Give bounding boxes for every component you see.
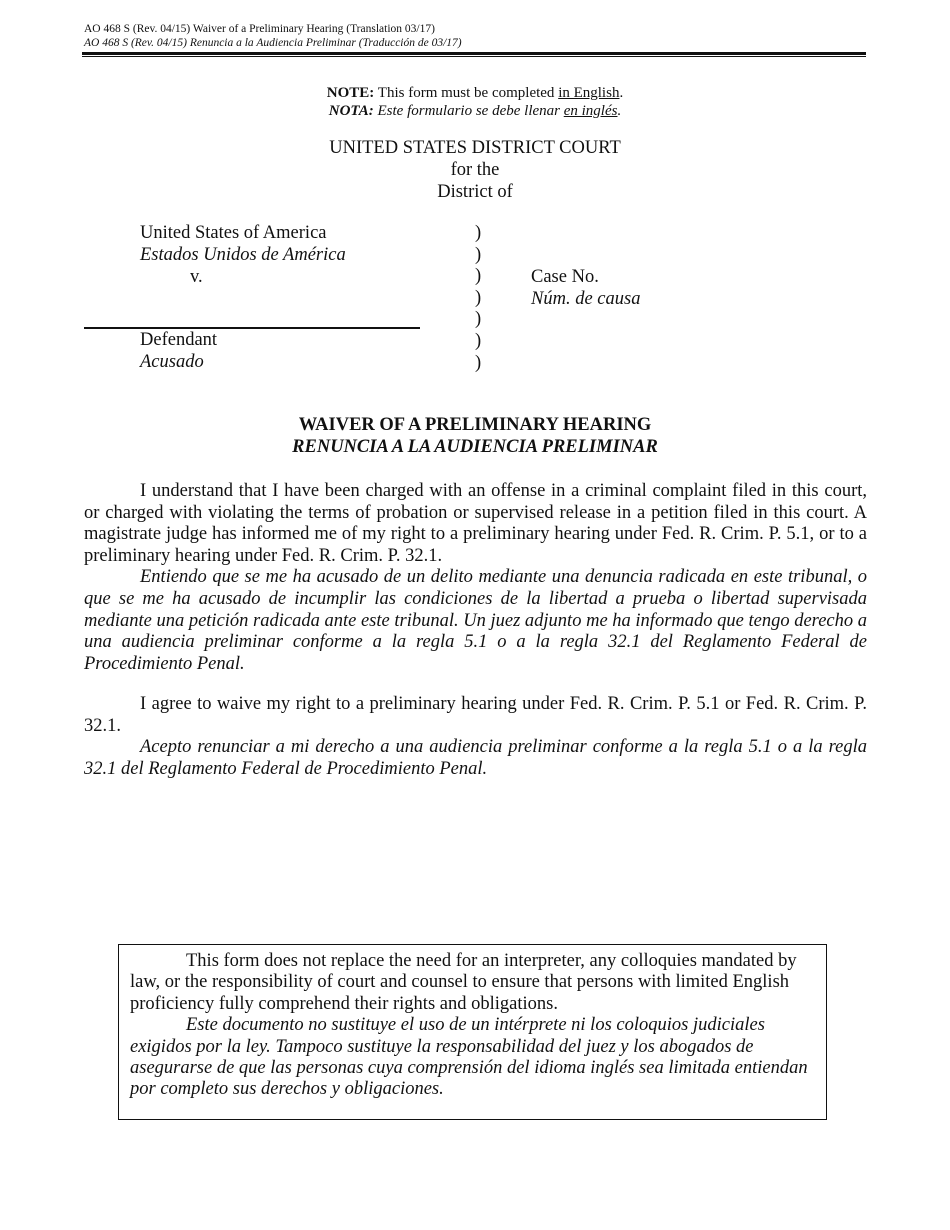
paren: ) (475, 287, 482, 308)
plaintiff-english: United States of America (140, 223, 327, 243)
defendant-spanish: Acusado (140, 351, 204, 372)
paren: ) (475, 244, 482, 265)
title-english: WAIVER OF A PRELIMINARY HEARING (298, 415, 652, 435)
waiver-section (84, 694, 867, 780)
paren: ) (475, 352, 482, 373)
language-note (0, 84, 950, 120)
notice-english: This form does not replace the need for an interpreter, any colloquies mandated by law, or the responsibility of court and counsel to ensure that persons with limited English proficiency fully comprehend their rights and obligations. (130, 951, 797, 1014)
nota-emphasis: en inglés (563, 103, 618, 119)
defendant-block (140, 330, 217, 373)
plaintiff-spanish: Estados Unidos de América (140, 244, 346, 265)
case-no-spanish: Núm. de causa (531, 288, 641, 309)
defendant-english: Defendant (140, 330, 218, 350)
defendant-name-line[interactable] (84, 327, 420, 329)
versus-label: v. (190, 267, 203, 287)
understanding-paragraph-english: I understand that I have been charged with an offense in a criminal complaint filed in this court, or charged with violating the terms of probation or supervised release in a petition filed in this court. A magistrate judge has informed me of my right to a preliminary hearing under Fed. R. Crim. P. 5.1, or to a preliminary hearing under Fed. R. Crim. P. 32.1. (84, 481, 867, 566)
court-name: UNITED STATES DISTRICT COURT (329, 138, 621, 158)
court-for-the: for the (450, 160, 500, 180)
court-district: District of (437, 182, 513, 202)
court-heading (0, 137, 950, 203)
waiver-paragraph-spanish: Acepto renunciar a mi derecho a una audiencia preliminar conforme a la regla 5.1 o a la regla 32.1 del Reglamento Federal de Procedimiento Penal. (84, 737, 867, 779)
nota-label: NOTA: (328, 103, 374, 119)
paren: ) (475, 330, 482, 351)
document-title (0, 414, 950, 458)
header-rule-thin (82, 56, 866, 57)
form-id-spanish: AO 468 S (Rev. 04/15) Renuncia a la Audiencia Preliminar (Traducción de 03/17) (84, 37, 462, 49)
note-label: NOTE: (326, 85, 375, 101)
note-emphasis: in English (558, 85, 620, 101)
paren: ) (475, 266, 482, 287)
note-english: NOTE: This form must be completed in English. (326, 85, 624, 101)
waiver-paragraph-english: I agree to waive my right to a preliminary hearing under Fed. R. Crim. P. 5.1 or Fed. R. Crim. P. 32.1. (84, 694, 867, 736)
understanding-section (84, 481, 867, 675)
plaintiff-block (140, 223, 346, 266)
caption-parentheses (475, 223, 481, 374)
paren: ) (475, 309, 482, 330)
case-no-english: Case No. (531, 267, 599, 287)
case-number-block (531, 267, 640, 310)
note-spanish: NOTA: Este formulario se debe llenar en inglés. (328, 103, 622, 119)
title-spanish: RENUNCIA A LA AUDIENCIA PRELIMINAR (292, 437, 658, 457)
interpreter-notice-text (130, 951, 816, 1101)
notice-spanish: Este documento no sustituye el uso de un intérprete ni los coloquios judiciales exigidos por la ley. Tampoco sustituye la responsabilidad del juez y los abogados de asegurarse de que las personas cuya comprensión del idioma inglés sea limitada entiendan por completo sus derechos y obligaciones. (130, 1015, 808, 1100)
form-header (84, 22, 462, 50)
form-id-english: AO 468 S (Rev. 04/15) Waiver of a Preliminary Hearing (Translation 03/17) (84, 23, 435, 35)
understanding-paragraph-spanish: Entiendo que se me ha acusado de un delito mediante una denuncia radicada en este tribunal, o que se me ha acusado de incumplir las condiciones de la libertad a prueba o libertad supervisada mediante una petición radicada ante este tribunal. Un juez adjunto me ha informado que tengo derecho a una audiencia preliminar conforme a la regla 5.1 o a la regla 32.1 del Reglamento Federal de Procedimiento Penal. (84, 567, 867, 674)
header-rule-thick (82, 52, 866, 55)
paren: ) (475, 223, 482, 243)
